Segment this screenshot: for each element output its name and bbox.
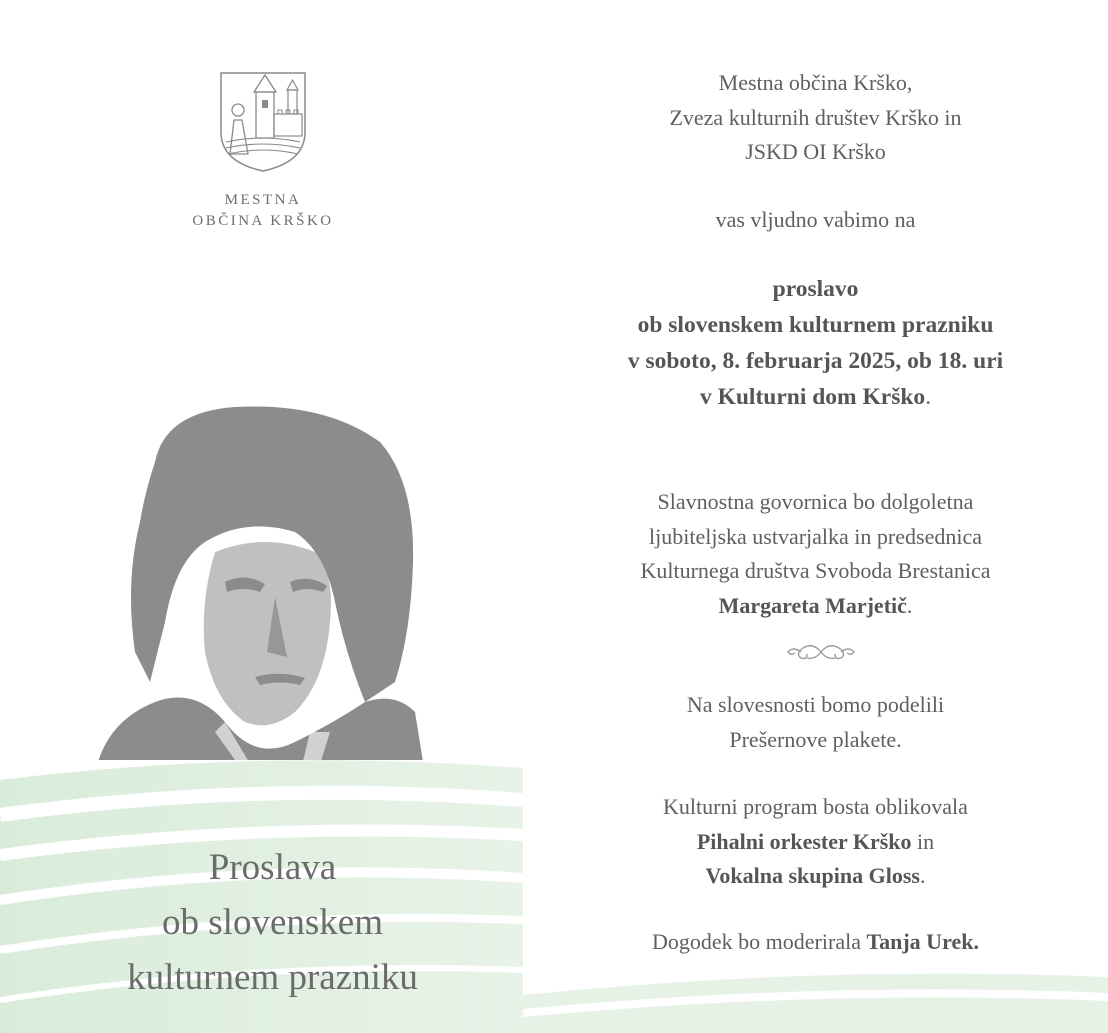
program-paragraph — [523, 790, 1108, 894]
awards-line2: Prešernove plakete. — [729, 726, 902, 752]
organizers-line3: JSKD OI Krško — [745, 139, 886, 164]
speaker-end: . — [906, 592, 913, 618]
ornament-icon — [785, 640, 857, 664]
program-line1: Kulturni program bosta oblikovala — [663, 794, 968, 819]
logo-text-line2: OBČINA KRŠKO — [192, 213, 334, 229]
event-line2: ob slovenskem kulturnem prazniku — [637, 312, 994, 338]
awards-paragraph — [523, 688, 1108, 757]
event-line4-end: . — [925, 384, 932, 410]
speaker-line3: Kulturnega društva Svoboda Brestanica — [640, 558, 991, 583]
left-panel — [0, 0, 523, 1033]
event-line4 — [523, 379, 1108, 415]
left-title — [60, 840, 485, 1005]
program-line3 — [523, 859, 1108, 894]
organizers-line1: Mestna občina Krško, — [718, 70, 913, 95]
organizers-line2: Zveza kulturnih društev Krško in — [669, 104, 962, 130]
performer2: Vokalna skupina Gloss — [705, 863, 920, 888]
moderator-name: Tanja Urek. — [866, 929, 979, 954]
right-panel — [523, 0, 1108, 1033]
program-end: . — [919, 863, 926, 888]
left-title-line3: kulturnem prazniku — [127, 957, 418, 998]
speaker-line4 — [523, 589, 1108, 624]
event-line1: proslavo — [772, 276, 859, 302]
event-venue: v Kulturni dom Krško — [699, 384, 926, 410]
left-title-line1: Proslava — [208, 847, 337, 888]
performer1: Pihalni orkester Krško — [696, 828, 912, 854]
left-title-line2: ob slovenskem — [162, 902, 383, 943]
preseren-portrait — [95, 402, 425, 777]
coat-of-arms-icon — [218, 70, 308, 174]
speaker-line1: Slavnostna govornica bo dolgoletna — [657, 489, 974, 514]
speaker-paragraph — [523, 485, 1108, 623]
organizers — [523, 66, 1108, 170]
speaker-line2: ljubiteljska ustvarjalka in predsednica — [649, 523, 982, 549]
program-conj: in — [911, 828, 935, 854]
invite-text: vas vljudno vabimo na — [715, 207, 916, 232]
speaker-name: Margareta Marjetič — [718, 592, 907, 618]
moderator-prefix: Dogodek bo moderirala — [652, 929, 867, 954]
event-line3: v soboto, 8. februarja 2025, ob 18. uri — [627, 348, 1004, 374]
decorative-green-wave-right — [523, 955, 1108, 1033]
municipality-logo — [188, 70, 338, 232]
awards-line1: Na slovesnosti bomo podelili — [686, 692, 945, 717]
logo-text-line1: MESTNA — [224, 192, 302, 208]
program-line2 — [523, 825, 1108, 860]
event-details — [523, 271, 1108, 415]
